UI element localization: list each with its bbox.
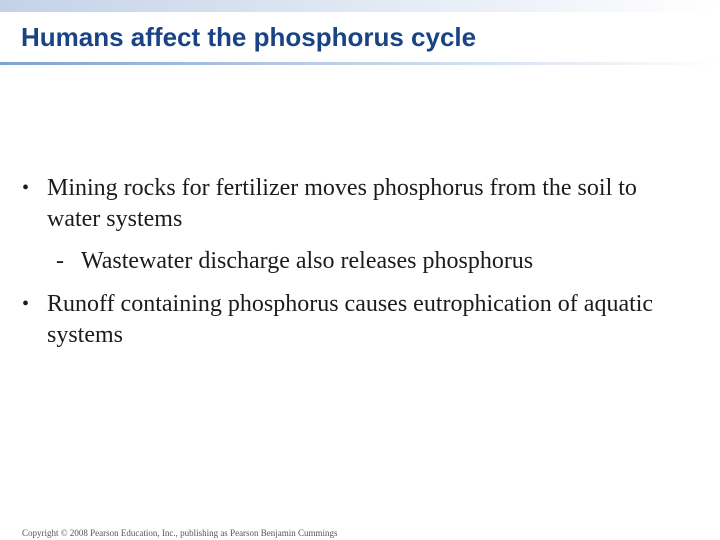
- slide-title: Humans affect the phosphorus cycle: [21, 22, 477, 52]
- bullet-text: Mining rocks for fertilizer moves phosphorus from the soil to water systems: [47, 175, 637, 232]
- sub-bullet-marker: -: [56, 248, 64, 274]
- bullet-marker: •: [22, 293, 30, 315]
- header-band: [0, 0, 720, 12]
- title-bar: [0, 0, 720, 75]
- copyright-footer: Copyright © 2008 Pearson Education, Inc., publishing as Pearson Benjamin Cummings: [22, 528, 338, 538]
- bullet-marker: •: [22, 177, 30, 199]
- sub-bullet-item: [56, 246, 696, 277]
- bullet-item: [22, 173, 682, 235]
- bullet-text: Runoff containing phosphorus causes eutrophication of aquatic systems: [47, 291, 654, 348]
- title-divider: [0, 62, 720, 65]
- sub-bullet-text: Wastewater discharge also releases phosphorus: [81, 248, 534, 274]
- bullet-item: [22, 289, 682, 351]
